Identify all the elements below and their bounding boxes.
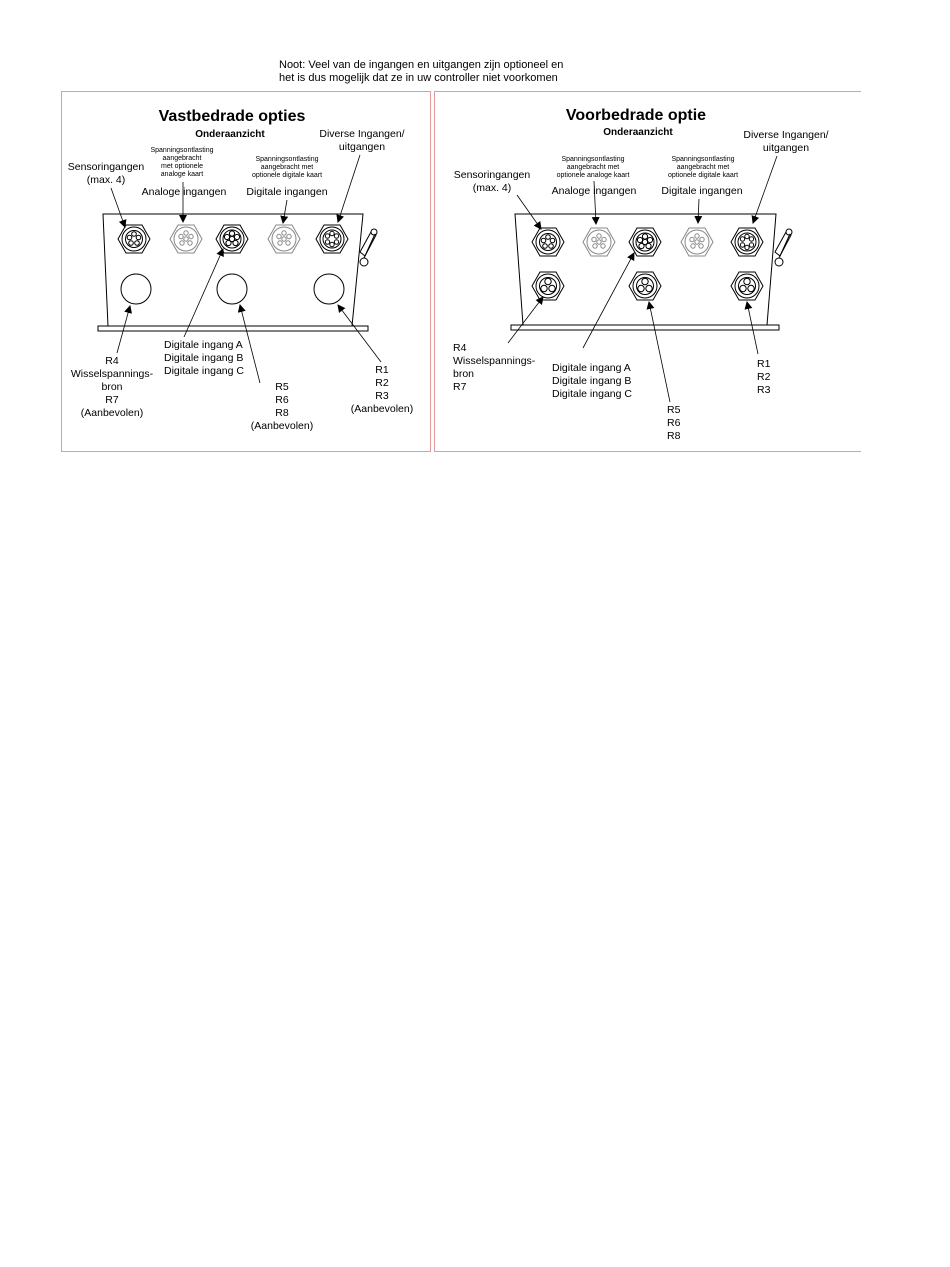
right-r5-1: R5 xyxy=(667,404,681,416)
right-r1-3: R3 xyxy=(757,384,771,396)
right-strain-digital-1: Spanningsontlasting xyxy=(671,156,735,163)
left-strain-analog-2: aangebracht xyxy=(162,155,202,162)
left-sensor-label-2: (max. 4) xyxy=(86,174,126,186)
left-digital-inputs-label: Digitale ingangen xyxy=(246,186,328,198)
hardwired-diagram xyxy=(62,92,432,453)
right-r5-2: R6 xyxy=(667,417,681,429)
right-r1-2: R2 xyxy=(757,371,771,383)
left-arrow-r1 xyxy=(338,305,381,362)
right-title: Voorbedrade optie xyxy=(565,107,707,124)
left-misc-label-1: Diverse Ingangen/ xyxy=(319,128,405,140)
panel-prewired xyxy=(434,91,861,452)
left-r5-3: R8 xyxy=(275,407,289,419)
right-digital-inputs-label: Digitale ingangen xyxy=(661,185,743,197)
left-sensor-label-1: Sensoringangen xyxy=(67,161,145,173)
left-latch-icon xyxy=(360,229,377,266)
right-r4-2: Wisselspannings- xyxy=(453,355,536,367)
right-r4-4: R7 xyxy=(453,381,467,393)
right-analog-inputs-label: Analoge ingangen xyxy=(551,185,637,197)
prewired-diagram xyxy=(435,92,862,453)
left-r4-2: Wisselspannings- xyxy=(70,368,154,380)
left-r4-4: R7 xyxy=(105,394,119,406)
left-r5-2: R6 xyxy=(275,394,289,406)
left-r5-4: (Aanbevolen) xyxy=(250,420,314,432)
left-title: Vastbedrade opties xyxy=(158,108,306,125)
left-arrow-misc xyxy=(338,155,360,222)
right-sensor-label-2: (max. 4) xyxy=(472,182,512,194)
right-strain-analog-3: optionele analoge kaart xyxy=(556,172,630,179)
right-base-plate xyxy=(511,325,779,330)
left-digital-c: Digitale ingang C xyxy=(164,365,244,377)
left-r1-3: R3 xyxy=(375,390,389,402)
left-strain-digital-2: aangebracht met xyxy=(260,164,314,171)
panel-hardwired xyxy=(61,91,431,452)
left-subtitle: Onderaanzicht xyxy=(195,129,265,140)
left-strain-analog-3: met optionele xyxy=(160,163,204,170)
right-digital-c: Digitale ingang C xyxy=(552,388,632,400)
right-latch-icon xyxy=(775,229,792,266)
left-strain-digital-3: optionele digitale kaart xyxy=(251,172,323,179)
left-strain-analog-1: Spanningsontlasting xyxy=(150,147,214,154)
right-strain-analog-1: Spanningsontlasting xyxy=(561,156,625,163)
left-strain-digital-1: Spanningsontlasting xyxy=(255,156,319,163)
left-base-plate xyxy=(98,326,368,331)
left-r1-4: (Aanbevolen) xyxy=(350,403,414,415)
right-digital-b: Digitale ingang B xyxy=(552,375,632,387)
right-strain-digital-3: optionele digitale kaart xyxy=(667,172,739,179)
left-knockout-r4 xyxy=(121,274,151,304)
note-line-1: Noot: Veel van de ingangen en uitgangen zijn optioneel en xyxy=(279,59,564,71)
right-strain-digital-2: aangebracht met xyxy=(676,164,730,171)
left-knockout-r5 xyxy=(217,274,247,304)
left-strain-analog-4: analoge kaart xyxy=(160,171,204,178)
left-r5-1: R5 xyxy=(275,381,289,393)
left-r4-5: (Aanbevolen) xyxy=(80,407,144,419)
left-digital-a: Digitale ingang A xyxy=(164,339,243,351)
right-r4-3: bron xyxy=(453,368,475,380)
right-r4-1: R4 xyxy=(453,342,467,354)
note xyxy=(279,59,563,85)
right-r1-1: R1 xyxy=(757,358,771,370)
right-r5-3: R8 xyxy=(667,430,681,442)
right-subtitle: Onderaanzicht xyxy=(603,127,673,138)
left-r4-3: bron xyxy=(101,381,123,393)
left-r1-1: R1 xyxy=(375,364,389,376)
left-knockout-r1 xyxy=(314,274,344,304)
right-strain-analog-2: aangebracht met xyxy=(566,164,620,171)
left-misc-label-2: uitgangen xyxy=(338,141,386,153)
left-r4-1: R4 xyxy=(105,355,119,367)
right-arrow-misc xyxy=(753,156,777,223)
left-analog-inputs-label: Analoge ingangen xyxy=(141,186,227,198)
left-r1-2: R2 xyxy=(375,377,389,389)
note-line-2: het is dus mogelijk dat ze in uw controller niet voorkomen xyxy=(279,72,558,84)
left-digital-b: Digitale ingang B xyxy=(164,352,244,364)
right-misc-label-2: uitgangen xyxy=(762,142,810,154)
right-sensor-label-1: Sensoringangen xyxy=(453,169,531,181)
right-digital-a: Digitale ingang A xyxy=(552,362,631,374)
right-misc-label-1: Diverse Ingangen/ xyxy=(743,129,829,141)
